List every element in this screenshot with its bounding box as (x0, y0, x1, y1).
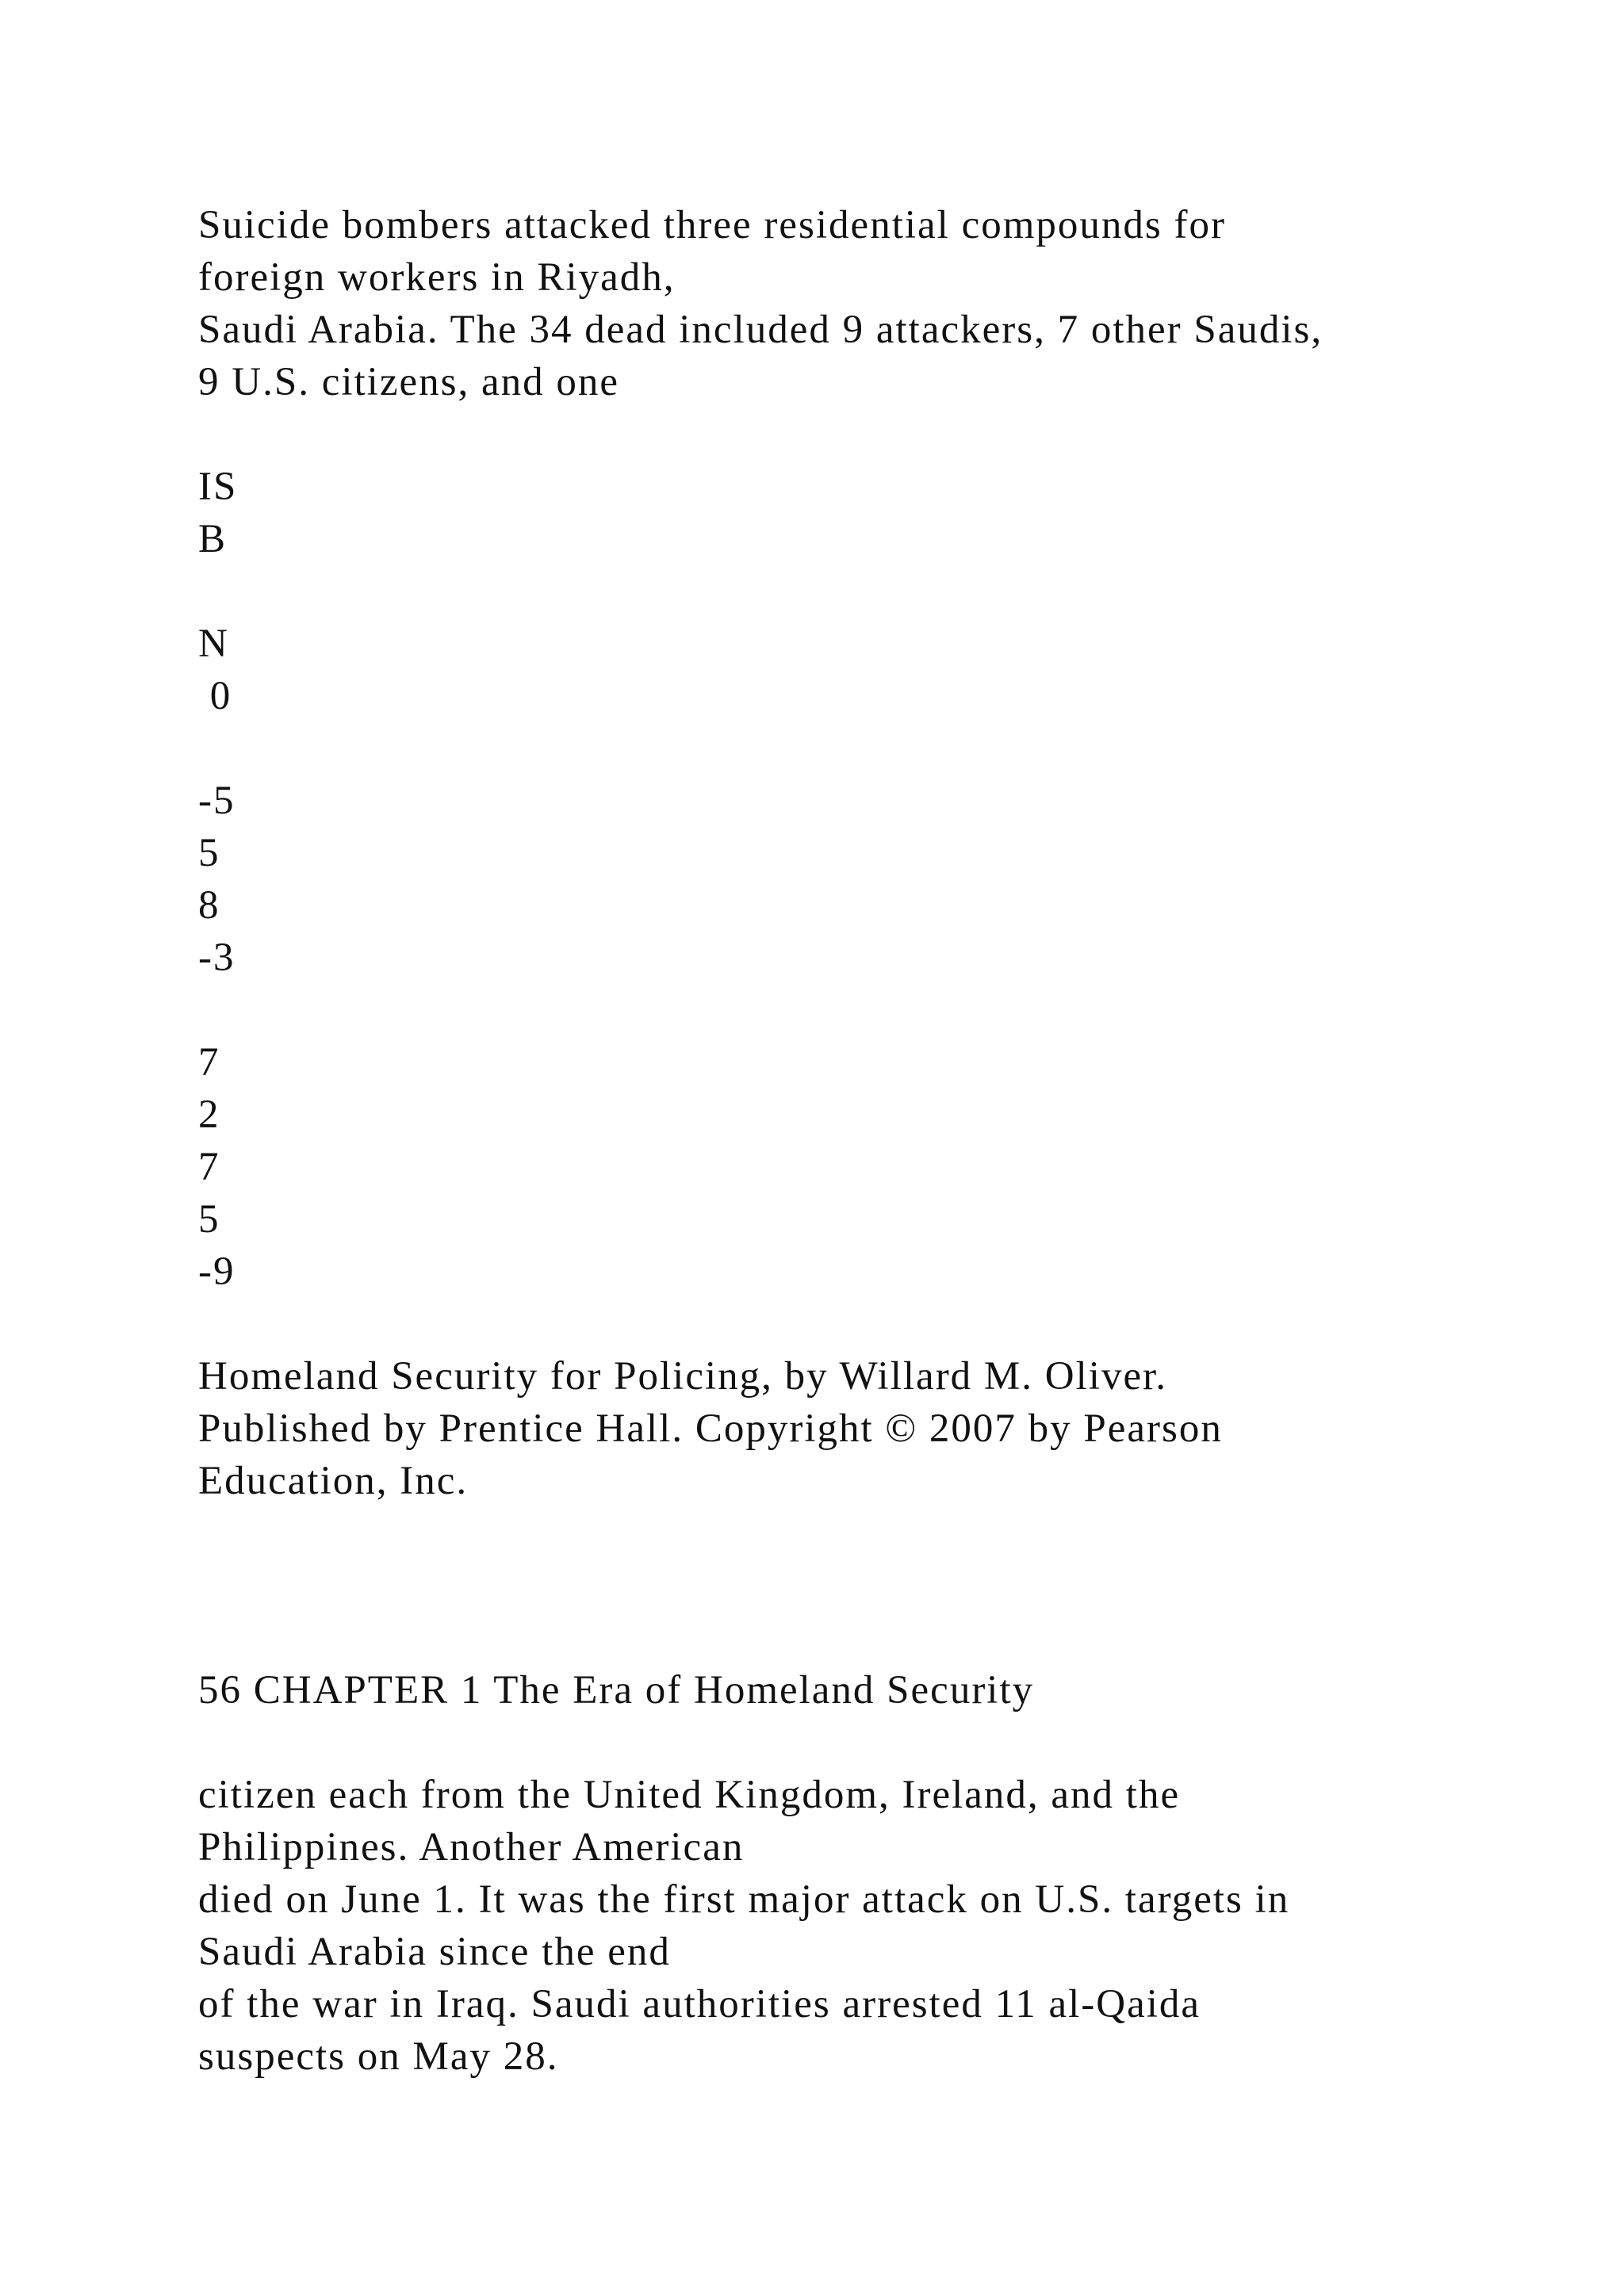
text-line: suspects on May 28. (198, 2034, 559, 2079)
text-line (198, 1612, 1594, 1664)
text-line: Published by Prentice Hall. Copyright © 2007 by Pearson (198, 1406, 1223, 1451)
text-line: IS (198, 465, 238, 509)
text-line: -9 (198, 1249, 236, 1294)
text-line: Education, Inc. (198, 1459, 469, 1503)
document-text (198, 199, 1594, 2083)
text-line (198, 1559, 1594, 1612)
text-line: N (198, 622, 229, 666)
text-line: 8 (198, 883, 220, 928)
text-line: 7 (198, 1145, 220, 1189)
text-line: B (198, 517, 228, 561)
text-line: Philippines. Another American (198, 1825, 745, 1869)
text-line: died on June 1. It was the first major attack on U.S. targets in (198, 1877, 1290, 1922)
chapter-header: 56 CHAPTER 1 The Era of Homeland Security (198, 1668, 1035, 1712)
text-line: of the war in Iraq. Saudi authorities arrested 11 al-Qaida (198, 1982, 1201, 2026)
text-line (198, 984, 1594, 1036)
text-line: -5 (198, 779, 236, 823)
text-line (198, 565, 1594, 618)
text-line (198, 1298, 1594, 1350)
text-line: foreign workers in Riyadh, (198, 255, 676, 300)
text-line: -3 (198, 936, 236, 980)
text-line (198, 722, 1594, 775)
text-line: 5 (198, 1197, 220, 1242)
text-line: 9 U.S. citizens, and one (198, 360, 619, 404)
text-line: 2 (198, 1093, 220, 1137)
text-line (198, 408, 1594, 461)
text-line: Saudi Arabia since the end (198, 1930, 671, 1974)
text-line (198, 1507, 1594, 1559)
text-line: Homeland Security for Policing, by Willard M. Oliver. (198, 1354, 1167, 1399)
text-line: 7 (198, 1040, 220, 1085)
text-line: Suicide bombers attacked three residential compounds for (198, 203, 1226, 247)
text-line: 5 (198, 831, 220, 875)
text-line: citizen each from the United Kingdom, Ireland, and the (198, 1773, 1181, 1817)
text-line: Saudi Arabia. The 34 dead included 9 attackers, 7 other Saudis, (198, 308, 1323, 352)
text-line: 0 (198, 674, 232, 718)
text-line (198, 1716, 1594, 1769)
